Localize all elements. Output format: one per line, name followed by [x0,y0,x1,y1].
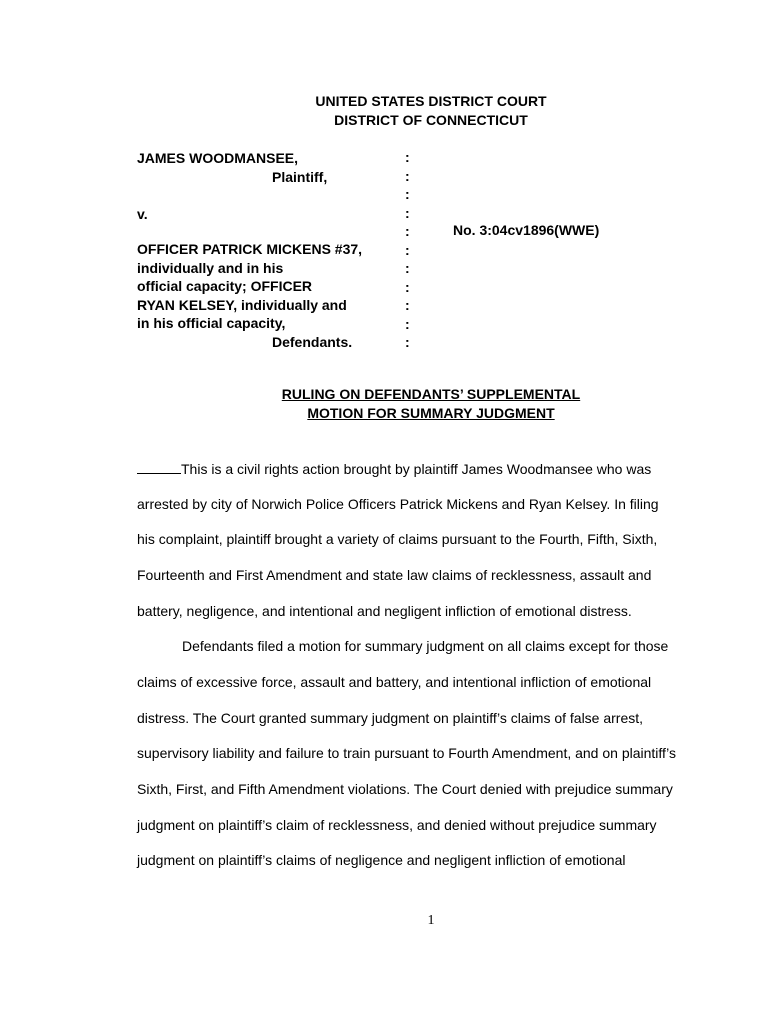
caption-colon: : [405,260,410,276]
indent-underline [137,459,181,474]
caption-colon: : [405,167,410,184]
caption-colon: : [405,149,410,165]
caption-colon: : [405,315,410,332]
court-district: DISTRICT OF CONNECTICUT [334,112,528,128]
body-line: arrested by city of Norwich Police Officers Patrick Mickens and Ryan Kelsey. In filing [137,496,659,512]
body-line: judgment on plaintiff’s claims of negligence and negligent infliction of emotional [137,852,626,868]
body-line: battery, negligence, and intentional and negligent infliction of emotional distress. [137,603,632,619]
versus-label: v. [137,206,148,222]
caption-colon: : [405,204,410,221]
docket-number: No. 3:04cv1896(WWE) [453,222,600,238]
caption-colon: : [405,186,410,202]
defendant-line: in his official capacity, [137,315,286,331]
court-name: UNITED STATES DISTRICT COURT [315,93,547,109]
caption-colon: : [405,297,410,313]
plaintiff-name: JAMES WOODMANSEE, [137,150,299,166]
body-line: his complaint, plaintiff brought a variety of claims pursuant to the Fourth, Fifth, Sixth, [137,531,658,547]
defendant-line: individually and in his [137,260,284,276]
ruling-title-line-1: RULING ON DEFENDANTS’ SUPPLEMENTAL [281,386,581,402]
body-line: supervisory liability and failure to train pursuant to Fourth Amendment, and on plaintiff’s [137,745,677,761]
defendant-line: RYAN KELSEY, individually and [137,297,347,313]
body-line: judgment on plaintiff’s claim of recklessness, and denied without prejudice summary [137,817,657,833]
caption-colon: : [405,334,410,350]
caption-colon: : [405,278,410,295]
body-line: This is a civil rights action brought by plaintiff James Woodmansee who was [137,459,651,478]
defendant-role: Defendants. [272,334,353,350]
caption-colon-column [405,148,410,352]
defendant-line: official capacity; OFFICER [137,278,313,294]
plaintiff-role: Plaintiff, [272,169,328,185]
body-line: Defendants filed a motion for summary judgment on all claims except for those [182,638,669,654]
caption-colon: : [405,223,410,239]
defendant-line: OFFICER PATRICK MICKENS #37, [137,241,363,257]
body-line: claims of excessive force, assault and battery, and intentional infliction of emotional [137,674,652,690]
body-line: distress. The Court granted summary judgment on plaintiff’s claims of false arrest, [137,710,644,726]
page-number: 1 [427,913,435,928]
body-line: Sixth, First, and Fifth Amendment violations. The Court denied with prejudice summary [137,781,673,797]
caption-colon: : [405,241,410,258]
body-line: Fourteenth and First Amendment and state law claims of recklessness, assault and [137,567,652,583]
ruling-title-line-2: MOTION FOR SUMMARY JUDGMENT [307,405,555,421]
